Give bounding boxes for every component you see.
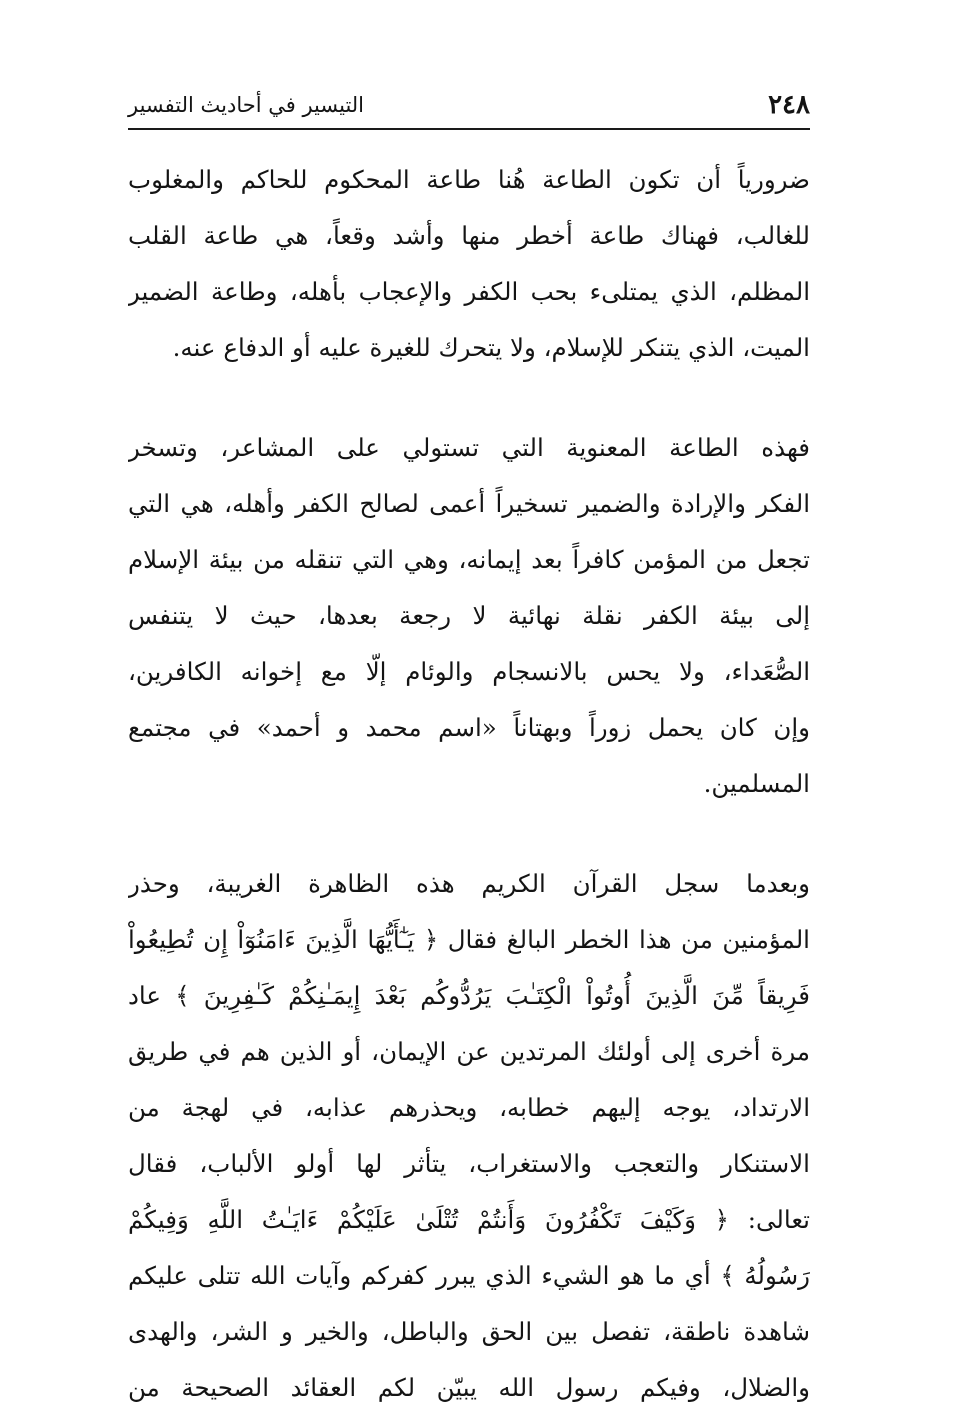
text-line: الميت، الذي يتنكر للإسلام، ولا يتحرك للغيرة عليه أو الدفاع عنه. [172, 333, 810, 362]
page-body [128, 152, 810, 1416]
text-line: المظلم، الذي يمتلىء بحب الكفر والإعجاب بأهله، وطاعة الضمير [128, 277, 810, 306]
text-line: الفكر والإرادة والضمير تسخيراً أعمى لصالح الكفر وأهله، هي التي [128, 489, 810, 518]
text-line: تعالى: ﴿ وَكَيْفَ تَكْفُرُونَ وَأَنتُمْ تُتْلَىٰ عَلَيْكُمْ ءَايَـٰتُ اللَّهِ وَفِيكُمْ [128, 1205, 810, 1234]
text-line: تجعل من المؤمن كافراً بعد إيمانه، وهي التي تنقله من بيئة الإسلام [128, 545, 810, 574]
text-line: مرة أخرى إلى أولئك المرتدين عن الإيمان، أو الذين هم في طريق [128, 1037, 810, 1066]
text-line: شاهدة ناطقة، تفصل بين الحق والباطل، والخير و الشر، والهدى [128, 1317, 810, 1346]
text-line: الارتداد، يوجه إليهم خطابه، ويحذرهم عذابه، في لهجة من [128, 1093, 810, 1122]
text-line: المسلمين. [703, 769, 810, 798]
page-number: ٢٤٨ [768, 90, 810, 120]
page-header [128, 88, 810, 130]
running-title: التيسير في أحاديث التفسير [128, 93, 365, 117]
text-line: والضلال، وفيكم رسول الله يبيّن لكم العقائد الصحيحة من [128, 1373, 810, 1402]
text-line: الاستنكار والتعجب والاستغراب، يتأثر لها أولو الألباب، فقال [128, 1149, 810, 1178]
text-line: وإن كان يحمل زوراً وبهتاناً «اسم محمد و أحمد» في مجتمع [128, 713, 810, 742]
text-line: للغالب، فهناك طاعة أخطر منها وأشد وقعاً، هي طاعة القلب [128, 221, 810, 250]
text-line: ضرورياً أن تكون الطاعة هُنا طاعة المحكوم للحاكم والمغلوب [128, 165, 810, 194]
text-line: الصُّعَداء، ولا يحس بالانسجام والوئام إلّا مع إخوانه الكافرين، [128, 657, 810, 686]
text-line: إلى بيئة الكفر نقلة نهائية لا رجعة بعدها، حيث لا يتنفس [128, 601, 810, 630]
paragraph-3 [128, 856, 810, 1416]
text-line: رَسُولُهُ ﴾ أي ما هو الشيء الذي يبرر كفركم وآيات الله تتلى عليكم [128, 1261, 810, 1290]
text-line: وبعدما سجل القرآن الكريم هذه الظاهرة الغريبة، وحذر [128, 869, 810, 898]
text-line: فَرِيقاً مِّنَ الَّذِينَ أُوتُواْ الْكِتَـٰبَ يَرُدُّوكُم بَعْدَ إِيمَـٰنِكُمْ كَـٰفِرِينَ ﴾ عاد [128, 981, 810, 1010]
paragraph-1 [128, 152, 810, 376]
text-line: المؤمنين من هذا الخطر البالغ فقال ﴿ يَـٰٓأَيُّهَا الَّذِينَ ءَامَنُوٓاْ إِن تُطِيعُواْ [128, 925, 810, 954]
text-line: فهذه الطاعة المعنوية التي تستولي على المشاعر، وتسخر [128, 433, 810, 462]
paragraph-2 [128, 420, 810, 812]
